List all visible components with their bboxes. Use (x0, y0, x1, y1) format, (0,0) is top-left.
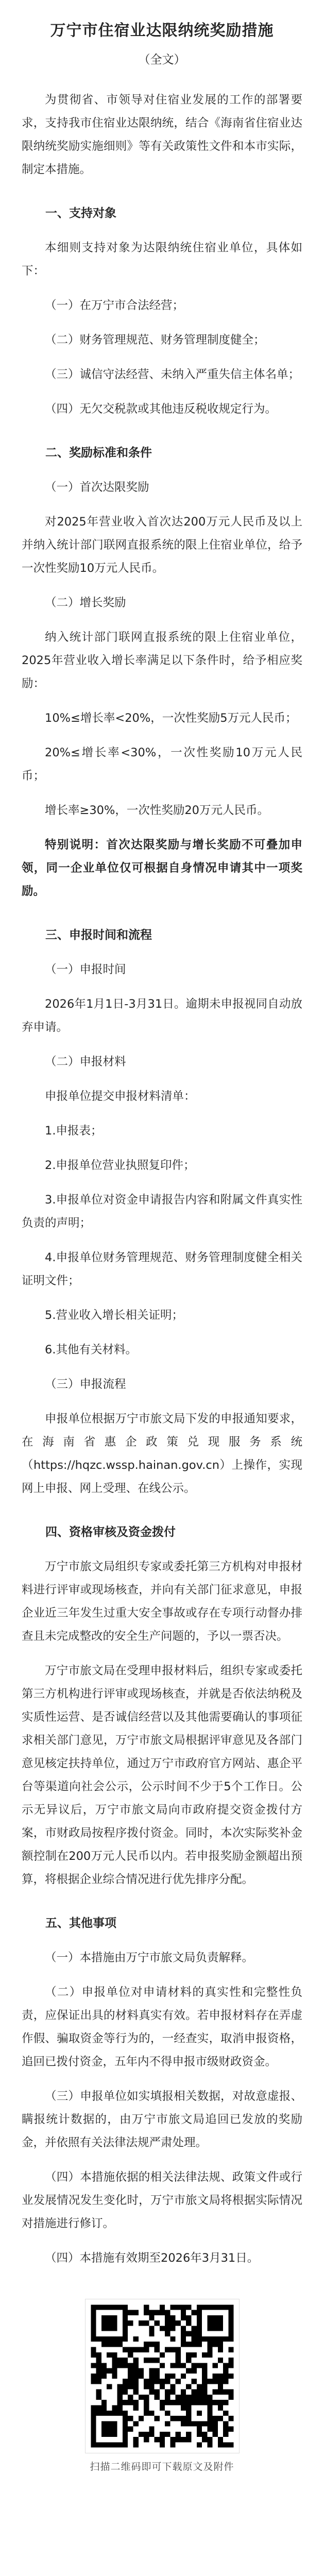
growth-tier: 10%≤增长率<20%，一次性奖励5万元人民币； (45, 711, 297, 725)
support-item: （二）财务管理规范、财务管理制度健全； (45, 333, 265, 347)
growth-tier: 20%≤增长率<30%，一次性奖励10万元人民币； (22, 746, 302, 783)
qr-caption: 扫描二维码即可下载原文及附件 (90, 2461, 234, 2472)
section-heading-other: 五、其他事项 (45, 1917, 116, 1930)
application-time-text: 2026年1月1日-3月31日。逾期未申报视同自动放弃申请。 (22, 997, 302, 1034)
other-item: （一）本措施由万宁市旅文局负责解释。 (45, 1951, 254, 1964)
application-subheading-process: （三）申报流程 (45, 1378, 126, 1391)
page-title: 万宁市住宿业达限纳统奖励措施 (50, 22, 274, 40)
application-subheading-time: （一）申报时间 (45, 963, 126, 976)
material-item: 1.申报表； (45, 1124, 103, 1138)
reward-growth-text: 纳入统计部门联网直报系统的限上住宿业单位，2025年营业收入增长率满足以下条件时，给予相应奖励： (22, 631, 302, 690)
application-process-text: 申报单位根据万宁市旅文局下发的申报通知要求，在海南省惠企政策兑现服务系统（https://hqzc.wssp.hainan.gov.cn）上操作，实现网上申报、网上受理、在线公示。 (22, 1412, 302, 1495)
other-item: （三）申报单位如实填报相关数据，对故意虚报、瞒报统计数据的，由万宁市旅文局追回已发放的奖励金，并依照有关法律法规严肃处理。 (22, 2090, 302, 2149)
support-item: （四）无欠交税款或其他违反税收规定行为。 (45, 402, 277, 416)
material-item: 6.其他有关材料。 (45, 1343, 137, 1357)
material-item: 2.申报单位营业执照复印件； (45, 1159, 195, 1172)
qr-code-icon[interactable] (85, 2299, 240, 2453)
support-item: （三）诚信守法经营、未纳入严重失信主体名单； (45, 368, 300, 381)
section-heading-rewards: 二、奖励标准和条件 (45, 446, 152, 460)
application-subheading-materials: （二）申报材料 (45, 1055, 126, 1069)
support-item: （一）在万宁市合法经营； (45, 299, 184, 312)
material-item: 4.申报单位财务管理规范、财务管理制度健全相关证明文件； (22, 1251, 302, 1287)
growth-tier: 增长率≥30%，一次性奖励20万元人民币。 (45, 804, 269, 817)
intro-paragraph: 为贯彻省、市领导对住宿业发展的工作的部署要求，支持我市住宿业达限纳统，结合《海南省住宿业达限纳统奖励实施细则》等有关政策性文件和本市实际，制定本措施。 (22, 93, 302, 176)
material-item: 3.申报单位对资金申请报告内容和附属文件真实性负责的声明； (22, 1193, 302, 1230)
special-note: 特别说明：首次达限奖励与增长奖励不可叠加申领，同一企业单位仅可根据自身情况申请其中一项奖励。 (22, 838, 302, 898)
qr-block (85, 2299, 240, 2474)
review-paragraph: 万宁市旅文局在受理申报材料后，组织专家或委托第三方机构进行评审或现场核查，并就是否依法纳税及实质性运营、是否诚信经营以及其他需要确认的事项征求相关部门意见，万宁市旅文局根据评审意见及各部门意见核定扶持单位，通过万宁市政府官方网站、惠企平台等渠道向社会公示，公示时间不少于5个工作日。公示无异议后，万宁市旅文局向市政府提交资金拨付方案，市财政局按程序拨付资金。同时，本次实际奖补金额控制在200万元人民币以内。若申报奖励金额超出预算，将根据企业综合情况进行优先排序分配。 (22, 1664, 302, 1886)
other-item: （四）本措施有效期至2026年3月31日。 (45, 2251, 259, 2265)
section-heading-application: 三、申报时间和流程 (45, 928, 152, 942)
materials-lead: 申报单位提交申报材料清单： (45, 1090, 196, 1103)
material-item: 5.营业收入增长相关证明； (45, 1309, 183, 1322)
reward-subheading-growth: （二）增长奖励 (45, 596, 126, 609)
section-heading-review: 四、资格审核及资金拨付 (45, 1526, 176, 1539)
other-item: （二）申报单位对申请材料的真实性和完整性负责，应保证出具的材料真实有效。若申报材料存在弄虚作假、骗取资金等行为的，一经查实，取消申报资格，追回已拨付资金，五年内不得申报市级财政资金。 (22, 1986, 302, 2069)
reward-first-text: 对2025年营业收入首次达200万元人民币及以上并纳入统计部门联网直报系统的限上住宿业单位，给予一次性奖励10万元人民币。 (22, 515, 302, 575)
section-heading-support: 一、支持对象 (45, 207, 116, 220)
page-subtitle: （全文） (138, 53, 186, 66)
review-paragraph: 万宁市旅文局组织专家或委托第三方机构对申报材料进行评审或现场核查，并向有关部门征求意见，申报企业近三年发生过重大安全事故或存在专项行动督办排查且未完成整改的安全生产问题的，予以一票否决。 (22, 1560, 302, 1643)
reward-subheading-first: （一）首次达限奖励 (45, 481, 149, 494)
support-lead: 本细则支持对象为达限纳统住宿业单位，具体如下： (22, 241, 302, 278)
other-item: （四）本措施依据的相关法律法规、政策文件或行业发展情况发生变化时，万宁市旅文局将根据实际情况对措施进行修订。 (22, 2171, 302, 2230)
